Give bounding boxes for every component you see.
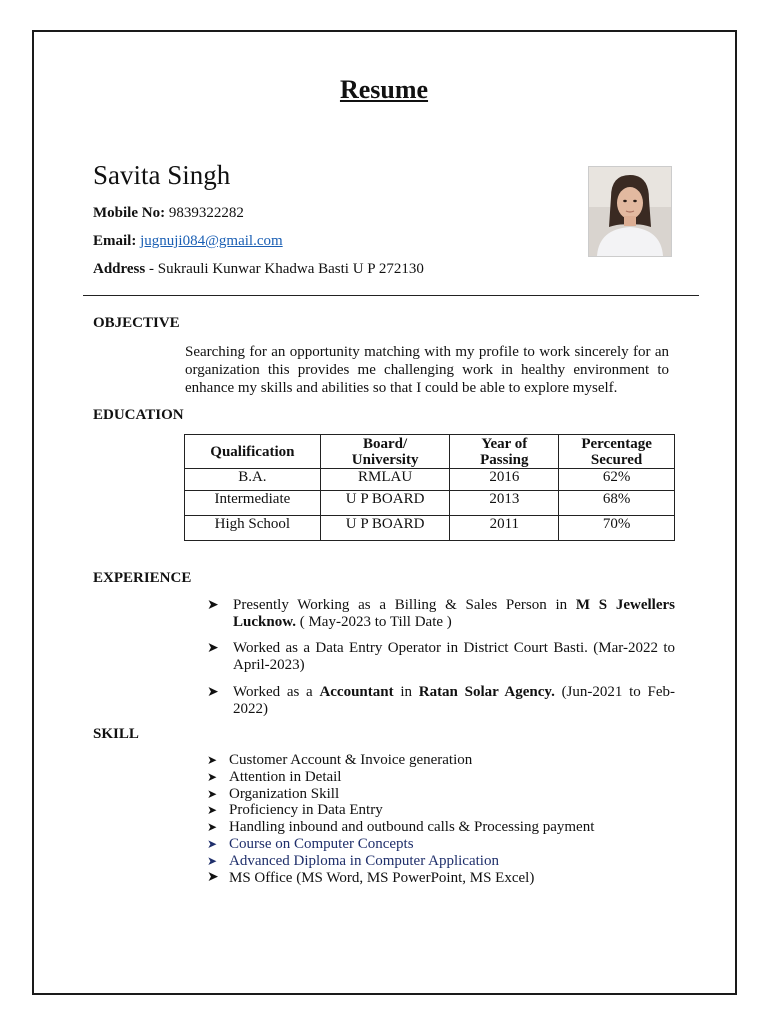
list-item: [207, 802, 594, 819]
table-cell: 70%: [559, 516, 675, 541]
list-item: [207, 769, 594, 786]
address-line: [93, 261, 424, 278]
table-row: [185, 469, 675, 491]
skill-text: Proficiency in Data Entry: [229, 802, 383, 819]
list-item: [207, 786, 594, 803]
arrow-bullet-icon: ➤: [207, 753, 218, 767]
experience-title: Accountant: [319, 684, 394, 700]
col-header: Qualification: [185, 435, 321, 469]
skill-text: Customer Account & Invoice generation: [229, 752, 473, 768]
skill-text: Organization Skill: [229, 785, 340, 802]
mobile-label: Mobile No:: [93, 205, 166, 221]
list-item: [207, 870, 594, 887]
arrow-bullet-icon: ➤: [207, 598, 219, 613]
experience-text: [233, 597, 675, 631]
candidate-name: Savita Singh: [93, 160, 231, 190]
objective-text: Searching for an opportunity matching with my profile to work sincerely for an organization this provides me challenging work in healthy environment to enhance my skills and abilities so that I could be able to explore myself.: [185, 344, 669, 396]
email-label: Email:: [93, 233, 137, 249]
experience-employer: Ratan Solar Agency.: [418, 684, 555, 700]
skill-text: Handling inbound and outbound calls & Processing payment: [229, 819, 595, 836]
experience-connector: in: [393, 684, 419, 700]
table-cell: 62%: [559, 469, 675, 491]
page-title: Resume: [339, 75, 429, 104]
experience-role: Worked as a: [233, 684, 320, 700]
table-cell: 68%: [559, 491, 675, 516]
education-header-row: [185, 435, 675, 469]
experience-dates: ( May-2023 to Till Date ): [295, 614, 452, 630]
arrow-bullet-icon: ➤: [207, 769, 218, 784]
col-header: Board/ University: [320, 435, 450, 469]
experience-text: Worked as a Data Entry Operator in District Court Basti. (Mar-2022 to April-2023): [233, 640, 675, 673]
profile-photo: [588, 166, 672, 257]
col-header: Percentage Secured: [559, 435, 675, 469]
skill-list: [207, 752, 594, 886]
mobile-line: [93, 205, 244, 222]
arrow-bullet-icon: ➤: [207, 836, 218, 851]
objective-heading: OBJECTIVE: [93, 315, 180, 331]
arrow-bullet-icon: ➤: [207, 853, 218, 868]
arrow-bullet-icon: ➤: [207, 786, 218, 801]
arrow-bullet-icon: ➤: [207, 685, 219, 700]
list-item: [207, 752, 594, 769]
list-item: [207, 853, 594, 870]
header-divider: [83, 295, 699, 296]
experience-role: Presently Working as a Billing & Sales Person in: [233, 597, 576, 613]
list-item: [207, 819, 594, 836]
list-item: [207, 836, 594, 853]
table-cell: U P BOARD: [320, 491, 450, 516]
arrow-bullet-icon: ➤: [207, 820, 218, 835]
arrow-bullet-icon: ➤: [207, 641, 219, 656]
table-row: [185, 491, 675, 516]
email-line: [93, 233, 283, 250]
mobile-number: 9839322282: [168, 205, 244, 221]
skill-text: MS Office (MS Word, MS PowerPoint, MS Excel): [229, 869, 535, 886]
table-cell: 2011: [450, 516, 559, 541]
arrow-bullet-icon: ➤: [207, 869, 219, 885]
skill-text: Attention in Detail: [229, 768, 342, 785]
email-link[interactable]: jugnuji084@gmail.com: [140, 233, 283, 249]
profile-photo-image: [589, 167, 671, 256]
table-cell: 2016: [450, 469, 559, 491]
table-cell: RMLAU: [320, 469, 450, 491]
experience-heading: EXPERIENCE: [93, 570, 192, 586]
table-cell: B.A.: [185, 469, 321, 491]
col-header: Year of Passing: [450, 435, 559, 469]
education-table: [184, 434, 675, 541]
address-label: Address: [93, 261, 146, 277]
experience-employer: M S Jewellers Lucknow.: [233, 597, 675, 630]
address-text: - Sukrauli Kunwar Khadwa Basti U P 272130: [149, 261, 424, 277]
table-cell: Intermediate: [185, 491, 321, 516]
table-cell: U P BOARD: [320, 516, 450, 541]
experience-text: [233, 684, 675, 718]
experience-dates: (Jun-2021 to Feb-2022): [233, 684, 676, 717]
table-cell: 2013: [450, 491, 559, 516]
skill-text: Advanced Diploma in Computer Application: [229, 852, 499, 869]
table-row: [185, 516, 675, 541]
arrow-bullet-icon: ➤: [207, 803, 218, 818]
skill-heading: SKILL: [93, 726, 139, 742]
table-cell: High School: [185, 516, 321, 541]
education-heading: EDUCATION: [93, 407, 184, 423]
skill-text: Course on Computer Concepts: [229, 835, 414, 852]
